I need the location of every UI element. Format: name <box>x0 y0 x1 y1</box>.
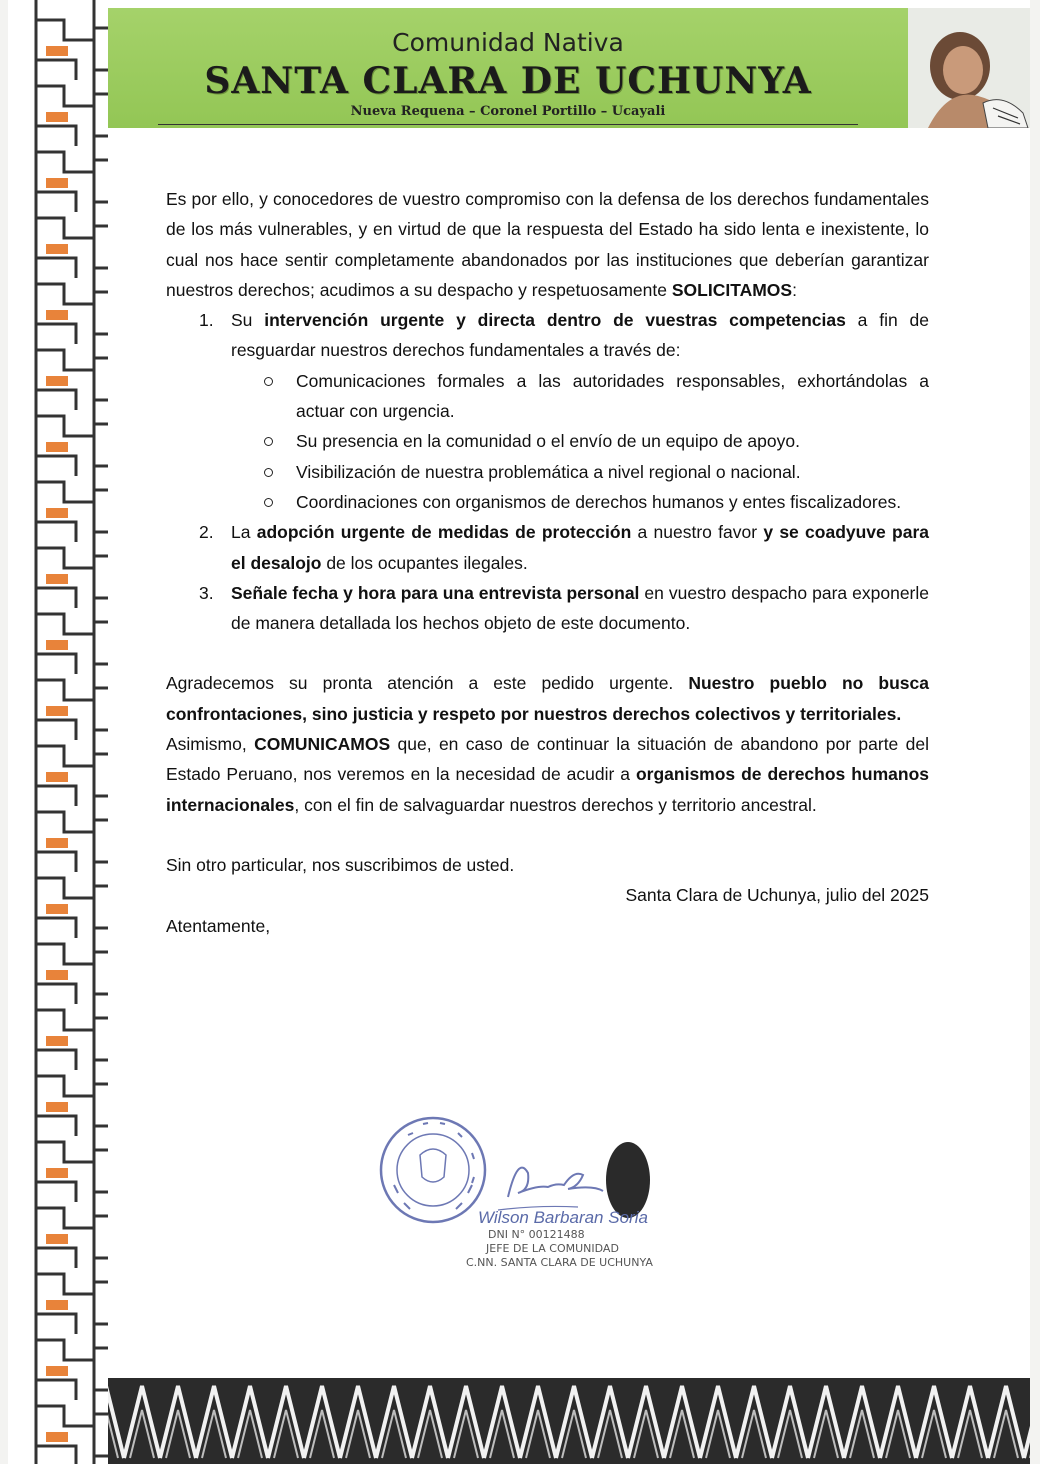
request-text: de los ocupantes ilegales. <box>321 552 528 573</box>
intro-text: Es por ello, y conocedores de vuestro compromiso con la defensa de los derechos fundamentales de los más vulnerables, y en virtud de que la respuesta del Estado ha sido lenta e inexistente, lo cual nos hace sentir completamente abandonados por las instituciones que deberían garantizar nuestros derechos; acudimos a su despacho y respetuosamente <box>166 189 929 300</box>
request-bold: Señale fecha y hora para una entrevista personal <box>231 582 640 603</box>
intro-colon: : <box>792 279 797 300</box>
requests-list-continued <box>166 517 929 638</box>
comunicamos-bold: COMUNICAMOS <box>254 734 391 755</box>
letterhead-photo <box>908 8 1030 128</box>
comunicamos-bold: organismos de derechos humanos internacionales <box>166 764 929 815</box>
comunicamos-text: , con el fin de salvaguardar nuestros derechos y territorio ancestral. <box>294 794 817 815</box>
request-number: 1. <box>199 310 214 331</box>
request-number: 3. <box>199 582 214 603</box>
hollow-circle-bullet-icon <box>264 437 273 446</box>
action-item <box>166 366 929 427</box>
comunicamos-paragraph <box>166 729 929 820</box>
request-bold: adopción urgente de medidas de protección <box>256 522 632 543</box>
request-number: 2. <box>199 522 214 543</box>
action-text: Su presencia en la comunidad o el envío de un equipo de apoyo. <box>296 431 800 452</box>
comunicamos-text: Asimismo, <box>166 734 255 755</box>
letterhead-rule <box>158 124 858 125</box>
signer-organization: C.NN. SANTA CLARA DE UCHUNYA <box>466 1256 653 1269</box>
closing-line: Sin otro particular, nos suscribimos de usted. <box>166 854 515 875</box>
fingerprint <box>606 1142 650 1218</box>
action-text: Visibilización de nuestra problemática a nivel regional o nacional. <box>296 461 801 482</box>
hollow-circle-bullet-icon <box>264 377 273 386</box>
letterhead-banner <box>108 8 908 128</box>
action-text: Coordinaciones con organismos de derechos humanos y entes fiscalizadores. <box>296 491 902 512</box>
signer-role: JEFE DE LA COMUNIDAD <box>486 1242 619 1255</box>
action-item <box>166 426 929 456</box>
request-text: a nuestro favor <box>631 522 764 543</box>
thanks-bold: Nuestro pueblo no busca confrontaciones, sino justicia y respeto por nuestros derechos colectivos y territoriales. <box>166 673 929 724</box>
action-item <box>166 457 929 487</box>
actions-list <box>166 366 929 517</box>
sign-off: Atentamente, <box>166 915 271 936</box>
request-bold: y se coadyuve para el desalojo <box>231 522 930 573</box>
intro-paragraph <box>166 184 929 305</box>
letterhead-title: SANTA CLARA DE UCHUNYA <box>204 60 812 102</box>
place-date: Santa Clara de Uchunya, julio del 2025 <box>625 885 929 906</box>
request-text: en vuestro despacho para exponerle de manera detallada los hechos objeto de este documento. <box>231 582 929 634</box>
left-ornamental-border <box>16 0 116 1464</box>
handwritten-signature <box>508 1168 603 1197</box>
thanks-paragraph <box>166 668 929 729</box>
hollow-circle-bullet-icon <box>264 498 273 507</box>
comunicamos-text: que, en caso de continuar la situación de abandono por parte del Estado Peruano, nos veremos en la necesidad de acudir a <box>166 734 929 785</box>
thanks-text: Agradecemos su pronta atención a este pedido urgente. <box>166 673 689 694</box>
community-seal <box>381 1118 485 1222</box>
action-item <box>166 487 929 517</box>
hollow-circle-bullet-icon <box>264 468 273 477</box>
intro-solicitamos: SOLICITAMOS <box>671 279 793 300</box>
letterhead-location: Nueva Requena – Coronel Portillo – Ucayali <box>350 104 666 119</box>
action-text: Comunicaciones formales a las autoridades responsables, exhortándolas a actuar con urgencia. <box>296 370 929 422</box>
signer-dni: DNI N° 00121488 <box>488 1228 585 1241</box>
request-item-1 <box>166 305 929 366</box>
request-text: Su <box>231 310 265 331</box>
request-item-3 <box>166 578 929 639</box>
requests-list <box>166 305 929 366</box>
bottom-ornamental-band <box>108 1378 1030 1464</box>
signer-name: Wilson Barbaran Soria <box>478 1208 648 1227</box>
letter-body <box>166 184 929 941</box>
request-text: a fin de resguardar nuestros derechos fundamentales a través de: <box>231 310 929 361</box>
request-text: La <box>231 522 257 543</box>
request-bold: intervención urgente y directa dentro de vuestras competencias <box>264 310 846 331</box>
request-item-2 <box>166 517 929 578</box>
document-page <box>8 0 1030 1464</box>
letterhead-subtitle: Comunidad Nativa <box>392 28 624 57</box>
